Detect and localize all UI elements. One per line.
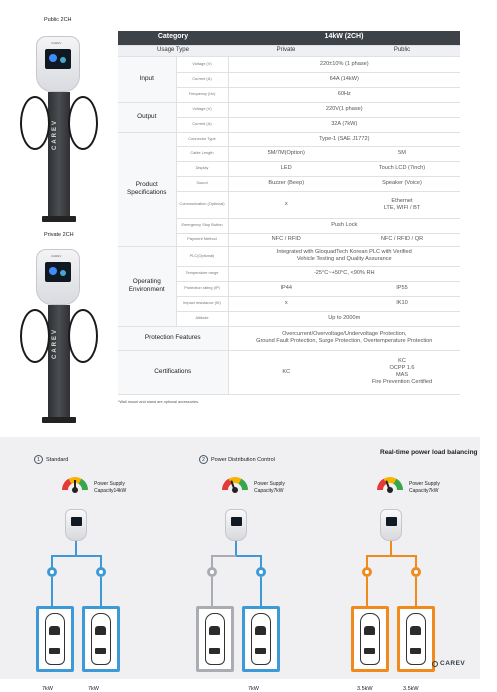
car-icon [45, 613, 65, 665]
table-row: Protection rating (IP) IP44 IP55 [118, 281, 460, 296]
table-row: Operating Environment PLC(Optional) Integrated with GloquadTech Korean PLC with Verified Vehicle Testing and Quality Assurance [118, 246, 460, 266]
parking-bay [196, 606, 234, 672]
scenario-1 [32, 473, 182, 692]
power-gauge-icon [222, 477, 248, 491]
charger-post: CAREV [48, 92, 70, 220]
kw-label: 7kW [88, 686, 99, 692]
table-header [118, 31, 460, 45]
table-row: Display LED Touch LCD (7inch) [118, 161, 460, 176]
gauge-hub [72, 487, 78, 493]
private-charger-label: Private 2CH [44, 232, 74, 238]
table-row: Product Specifications Connector Type Type-1 (SAE J1772) [118, 132, 460, 146]
operating-label: Operating Environment [118, 246, 176, 326]
usage-public: Public [344, 45, 460, 56]
parking-bay [351, 606, 389, 672]
kw-label: 3.5kW [403, 686, 419, 692]
charger-icon [225, 509, 247, 541]
carev-logo: CAREV [432, 660, 465, 667]
scenario-1-title: 1 Standard [34, 455, 68, 464]
charger-head: CAREV [36, 249, 80, 305]
power-supply-label: Power Supply Capacity7kW [254, 481, 285, 494]
table-row: Emergency Stop Button Push Lock [118, 218, 460, 233]
step-2-icon: 2 [199, 455, 208, 464]
realtime-title: Real-time power load balancing [380, 449, 478, 456]
table-row: Current (A) 64A (14kW) [118, 72, 460, 87]
power-supply-label: Power Supply Capacity7kW [409, 481, 440, 494]
plug-stem [366, 577, 368, 609]
input-label: Input [118, 56, 176, 102]
power-gauge-icon [377, 477, 403, 491]
plug-node-icon [256, 567, 266, 577]
plug-stem [100, 577, 102, 609]
gauge-hub [387, 487, 393, 493]
plug-stem [211, 577, 213, 609]
car-icon [406, 613, 426, 665]
plug-node-icon [96, 567, 106, 577]
table-row: Sound Buzzer (Beep) Speaker (Voice) [118, 176, 460, 191]
cable-right [68, 309, 98, 363]
charger-base [42, 216, 76, 222]
power-wire [211, 555, 236, 557]
charger-screen [231, 517, 242, 526]
table-row: Altitude Up to 2000m [118, 311, 460, 326]
gauge-hub [232, 487, 238, 493]
certifications-label: Certifications [118, 350, 228, 394]
public-charger-image [8, 30, 108, 220]
product-label: Product Specifications [118, 132, 176, 246]
load-balancing-section [0, 437, 480, 692]
plug-node-icon [207, 567, 217, 577]
table-row: Current (A) 32A (7kW) [118, 117, 460, 132]
charger-icon [380, 509, 402, 541]
table-row: Cable Length 5M/7M(Option) 5M [118, 146, 460, 161]
cable-right [68, 96, 98, 150]
kw-label: 7kW [248, 686, 259, 692]
car-icon [205, 613, 225, 665]
power-wire [390, 541, 392, 555]
table-row: Output Voltage (V) 220V(1 phase) [118, 102, 460, 117]
table-row: Payment Method NFC / RFID NFC / RFID / QR [118, 233, 460, 246]
step-1-icon: 1 [34, 455, 43, 464]
car-icon [251, 613, 271, 665]
plug-stem [260, 577, 262, 609]
plug-node-icon [411, 567, 421, 577]
spec-table [118, 31, 460, 395]
usage-private: Private [228, 45, 344, 56]
plug-node-icon [362, 567, 372, 577]
charger-screen [71, 517, 82, 526]
table-row [118, 45, 460, 56]
parking-bay [36, 606, 74, 672]
parking-bay [397, 606, 435, 672]
power-wire [51, 555, 76, 557]
usage-label: Usage Type [118, 45, 228, 56]
cable-left [20, 309, 50, 363]
power-supply-label: Power Supply Capacity14kW [94, 481, 127, 494]
car-icon [91, 613, 111, 665]
power-wire [75, 541, 77, 555]
table-row: Input Voltage (V) 220±10% (1 phase) [118, 56, 460, 72]
charger-screen [45, 262, 71, 282]
protection-label: Protection Features [118, 326, 228, 350]
scenario-3 [347, 473, 497, 692]
parking-bay [242, 606, 280, 672]
parking-bay [82, 606, 120, 672]
header-category: Category [118, 31, 228, 45]
table-row: Communication (Optional) x Ethernet LTE, WIFI / BT [118, 191, 460, 218]
table-row: Temperature range -25°C~+50°C, <90% RH [118, 266, 460, 281]
charger-screen [386, 517, 397, 526]
car-icon [360, 613, 380, 665]
table-row: Impact resistance (IK) x IK10 [118, 296, 460, 311]
power-wire [76, 555, 101, 557]
charger-base [42, 417, 76, 423]
charger-head: CAREV [36, 36, 80, 92]
kw-label: 3.5kW [357, 686, 373, 692]
header-model: 14kW (2CH) [228, 31, 460, 45]
cable-left [20, 96, 50, 150]
output-label: Output [118, 102, 176, 132]
table-row: Protection Features Overcurrent/Overvoltage/Undervoltage Protection, Ground Fault Protection, Surge Protection, Overtemperature Protection [118, 326, 460, 350]
power-wire [235, 541, 237, 555]
plug-stem [415, 577, 417, 609]
power-wire [391, 555, 416, 557]
power-gauge-icon [62, 477, 88, 491]
plug-stem [51, 577, 53, 609]
charger-post: CAREV [48, 305, 70, 419]
charger-icon [65, 509, 87, 541]
charger-screen [45, 49, 71, 69]
public-charger-label: Public 2CH [44, 17, 72, 23]
private-charger-image [8, 243, 108, 423]
table-row: Certifications KC KC OCPP 1.6 MAS Fire Prevention Certified [118, 350, 460, 394]
kw-label: 7kW [42, 686, 53, 692]
table-row: Frequency (Hz) 60Hz [118, 87, 460, 102]
scenario-2 [192, 473, 342, 692]
scenario-2-title: 2 Power Distribution Control [199, 455, 275, 464]
footnote: *Wall mount and stand are optional accessories. [118, 400, 200, 404]
plug-node-icon [47, 567, 57, 577]
logo-icon [432, 661, 438, 667]
power-wire [236, 555, 261, 557]
power-wire [366, 555, 391, 557]
